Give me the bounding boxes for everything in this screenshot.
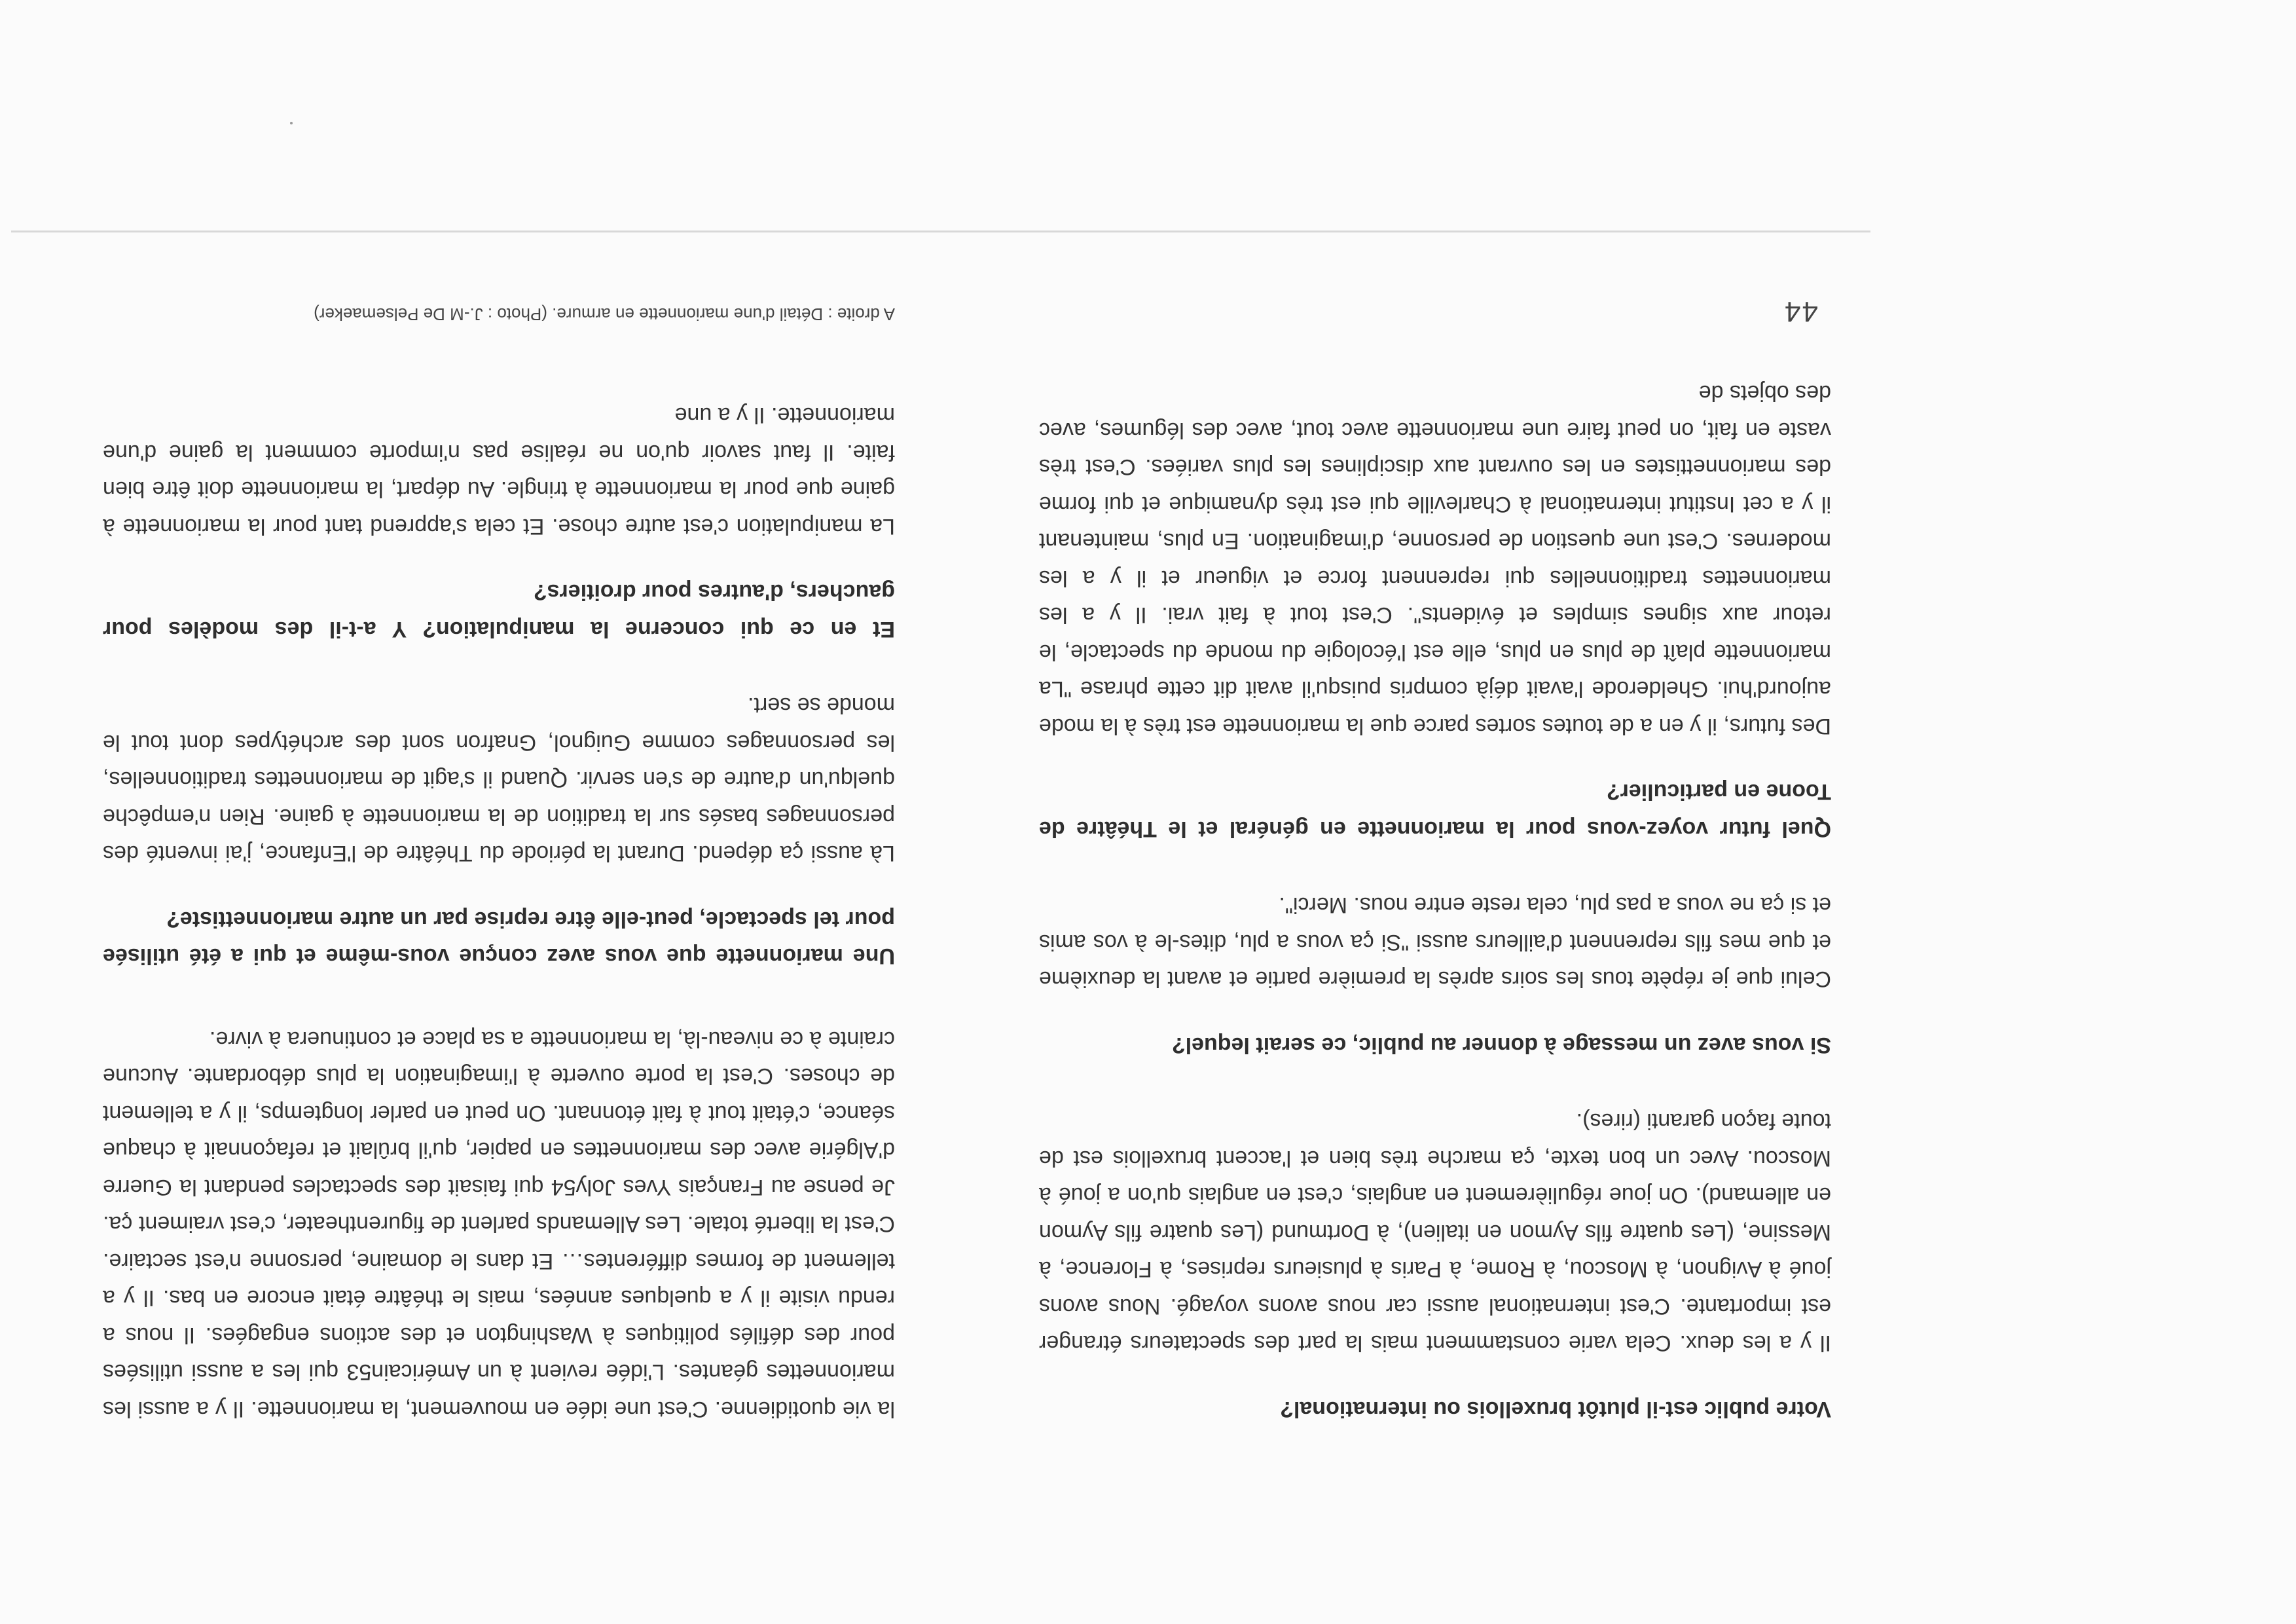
answer-paragraph: La manipulation c'est autre chose. Et cela s'apprend tant pour la marionnette à gaine que pour la marionnette à tringle. Au départ, la marionnette doit être bien faite. Il faut savoir qu'on ne réalise pas n'importe comment la gaine d'une marionnette. Il y a une — [103, 403, 895, 539]
page-number: 44 — [1783, 295, 1818, 327]
answer-paragraph: Celui que je répète tous les soirs après la première partie et avant la deuxième et que mes fils reprennent d'ailleurs aussi "Si ça vous a plu, dites-le à vos amis et si ça ne vous a pas plu, cela reste entre nous. Merci". — [1039, 893, 1831, 992]
answer-paragraph: Là aussi ça dépend. Durant la période du Théâtre de l'Enfance, j'ai inventé des personnages basés sur la tradition de la marionnette à gaine. Rien n'empêche quelqu'un d'autre de s'en servir. Quand il s'agit de marionnettes traditionnelles, les personnages comme Guignol, Gnafron sont des archétypes dont tout le monde se sert. — [103, 693, 895, 866]
scan-dust-speck — [290, 122, 293, 124]
photo-caption: A droite : Détail d'une marionnette en armure. (Photo : J.-M De Pelsemaeker) — [314, 304, 895, 324]
answer-paragraph: Des futurs, il y en a de toutes sortes parce que la marionnette est très à la mode aujourd'hui. Ghelderode l'avait déjà compris puisqu'il avait dit cette phrase "La marionnette plaît de plus en plus, elle est l'écologie du monde du spectacle, le retour aux signes simples et évidents". C'est tout à fait vrai. Il y a les marionnettes traditionnelles qui reprennent force et vigueur et il y a les modernes. C'est une question de personne, d'imagination. En plus, maintenant il y a cet Institut international à Charleville qui est très dynamique et qui forme des marionnettistes en les ouvrant aux disciplines les plus variées. C'est très vaste en fait, on peut faire une marionnette avec tout, avec des légumes, avec des objets de — [1039, 380, 1831, 739]
question-heading: Quel futur voyez-vous pour la marionnette en général et le Théâtre de Toone en particulier? — [1039, 779, 1831, 841]
left-text-column — [1039, 335, 1831, 1428]
answer-paragraph: Il y a les deux. Cela varie constamment mais la part des spectateurs étranger est importante. C'est international aussi car nous avons voyagé. Nous avons joué à Avignon, à Moscou, à Rome, à Paris à plusieurs reprises, à Florence, à Messine, (Les quatre fils Aymon en italien), à Dortmund (Les quatre fils Aymon en allemand). On joue régulièrement en anglais, c'est en anglais qu'on a joué à Moscou. Avec un bon texte, ça marche très bien et l'accent bruxellois est de toute façon garanti (rires). — [1039, 1109, 1831, 1356]
answer-paragraph: la vie quotidienne. C'est une idée en mouvement, la marionnette. Il y a aussi les marionnettes géantes. L'idée revient à un Américain53 qui les a aussi utilisées pour des défilés politiques à Washington et des actions engagées. Il nous a rendu visite il y a quelques années, mais le théâtre était encore en bas. Il y a tellement de formes différentes… Et dans le domaine, personne n'est sectaire. C'est la liberté totale. Les Allemands parlent de figurentheater, c'est vraiment ça. Je pense au Français Yves Joly54 qui faisait des spectacles pendant la Guerre d'Algérie avec des marionnettes en papier, qu'il brûlait et refaçonnait à chaque séance, c'était tout à fait étonnant. On peut en parler longtemps, il y a tellement de choses. C'est la porte ouverte à l'imagination la plus débordante. Aucune crainte à ce niveau-là, la marionnette a sa place et continuera à vivre. — [103, 1027, 895, 1422]
right-text-column — [103, 358, 895, 1428]
page-fold-line — [11, 231, 1870, 232]
question-heading: Une marionnette que vous avez conçue vous-même et qui a été utilisée pour tel spectacle, peut-elle être reprise par un autre marionnettiste? — [103, 907, 895, 969]
question-heading: Votre public est-il plutôt bruxellois ou international? — [1280, 1397, 1831, 1422]
question-heading: Et en ce qui concerne la manipulation? Y a-t-il des modèles pour gauchers, d'autres pour droitiers? — [103, 580, 895, 642]
question-heading: Si vous avez un message à donner au public, ce serait lequel? — [1171, 1033, 1831, 1058]
